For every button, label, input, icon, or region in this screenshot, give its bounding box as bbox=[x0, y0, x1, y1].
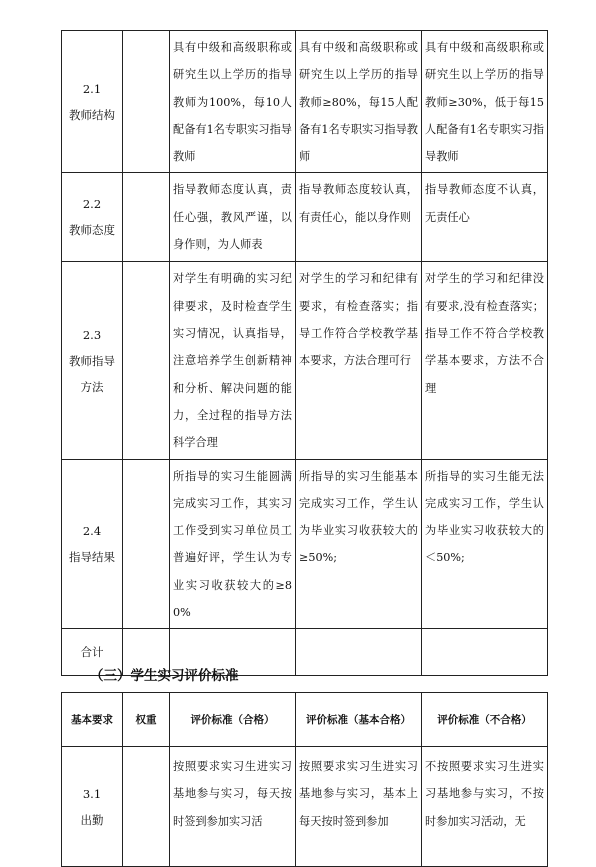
empty-cell bbox=[422, 629, 548, 676]
unqualified-cell: 所指导的实习生能无法完成实习工作，学生认为毕业实习收获较大的＜50%; bbox=[422, 459, 548, 629]
basic-qualified-cell: 具有中级和高级职称或研究生以上学历的指导教师≥80%，每15人配备有1名专职实习指导教师 bbox=[296, 31, 422, 173]
total-label: 合计 bbox=[62, 629, 123, 676]
item-number: 3.1 bbox=[82, 786, 102, 801]
qualified-cell: 指导教师态度认真，责任心强，教风严谨，以身作则，为人师表 bbox=[170, 173, 296, 262]
table-row bbox=[62, 459, 548, 629]
weight-cell bbox=[123, 747, 170, 867]
item-cell bbox=[62, 747, 123, 867]
header-qualified: 评价标准（合格） bbox=[170, 693, 296, 747]
weight-cell bbox=[123, 31, 170, 173]
empty-cell bbox=[296, 629, 422, 676]
header-basic-qualified: 评价标准（基本合格） bbox=[296, 693, 422, 747]
table-row bbox=[62, 31, 548, 173]
header-unqualified: 评价标准（不合格） bbox=[422, 693, 548, 747]
basic-qualified-cell: 所指导的实习生能基本完成实习工作，学生认为毕业实习收获较大的≥50%; bbox=[296, 459, 422, 629]
student-criteria-table bbox=[61, 692, 548, 867]
item-cell bbox=[62, 173, 123, 262]
unqualified-cell: 具有中级和高级职称或研究生以上学历的指导教师≥30%，低于每15人配备有1名专职实习指导教师 bbox=[422, 31, 548, 173]
item-number: 2.1 bbox=[82, 81, 102, 96]
weight-cell bbox=[123, 173, 170, 262]
weight-cell bbox=[123, 459, 170, 629]
item-cell bbox=[62, 31, 123, 173]
weight-cell bbox=[123, 262, 170, 459]
item-number: 2.2 bbox=[82, 197, 102, 212]
item-number: 2.4 bbox=[82, 523, 102, 538]
header-basic-requirement: 基本要求 bbox=[62, 693, 123, 747]
qualified-cell: 所指导的实习生能圆满完成实习工作，其实习工作受到实习单位员工普遍好评，学生认为专业实习收获较大的≥80% bbox=[170, 459, 296, 629]
item-name: 教师态度 bbox=[69, 223, 115, 238]
basic-qualified-cell: 按照要求实习生进实习基地参与实习，基本上每天按时签到参加 bbox=[296, 747, 422, 867]
qualified-cell: 具有中级和高级职称或研究生以上学历的指导教师为100%，每10人配备有1名专职实习指导教师 bbox=[170, 31, 296, 173]
table-row bbox=[62, 747, 548, 867]
basic-qualified-cell: 对学生的学习和纪律有要求，有检查落实；指导工作符合学校教学基本要求，方法合理可行 bbox=[296, 262, 422, 459]
qualified-cell: 对学生有明确的实习纪律要求，及时检查学生实习情况，认真指导，注意培养学生创新精神和分析、解决问题的能力，全过程的指导方法科学合理 bbox=[170, 262, 296, 459]
item-name: 教师指导方法 bbox=[69, 353, 115, 394]
item-number: 2.3 bbox=[82, 327, 102, 342]
header-weight: 权重 bbox=[123, 693, 170, 747]
unqualified-cell: 指导教师态度不认真，无责任心 bbox=[422, 173, 548, 262]
item-name: 指导结果 bbox=[69, 549, 115, 564]
table-row bbox=[62, 173, 548, 262]
item-name: 出勤 bbox=[80, 812, 104, 827]
qualified-cell: 按照要求实习生进实习基地参与实习，每天按时签到参加实习活 bbox=[170, 747, 296, 867]
item-name: 教师结构 bbox=[69, 107, 115, 122]
unqualified-cell: 对学生的学习和纪律没有要求,没有检查落实；指导工作不符合学校教学基本要求，方法不合理 bbox=[422, 262, 548, 459]
teacher-criteria-table bbox=[61, 30, 548, 676]
table-row bbox=[62, 262, 548, 459]
header-row bbox=[62, 693, 548, 747]
item-cell bbox=[62, 459, 123, 629]
section-title: （三）学生实习评价标准 bbox=[90, 668, 239, 684]
basic-qualified-cell: 指导教师态度较认真，有责任心，能以身作则 bbox=[296, 173, 422, 262]
unqualified-cell: 不按照要求实习生进实习基地参与实习，不按时参加实习活动，无 bbox=[422, 747, 548, 867]
item-cell bbox=[62, 262, 123, 459]
